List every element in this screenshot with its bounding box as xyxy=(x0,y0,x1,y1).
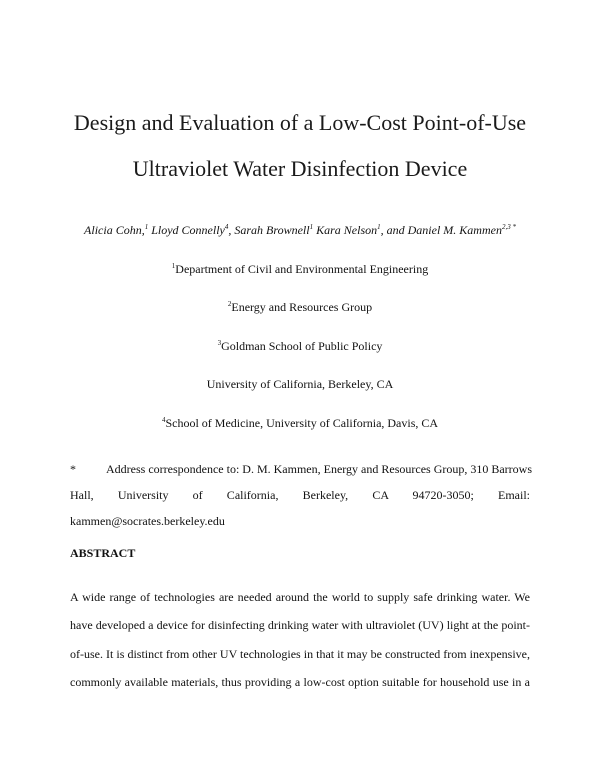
title-line-2: Ultraviolet Water Disinfection Device xyxy=(132,156,468,181)
author-name: Sarah Brownell xyxy=(234,223,310,237)
affiliation xyxy=(0,338,600,354)
correspondence-email: kammen@socrates.berkeley.edu xyxy=(70,514,225,528)
correspondence-line xyxy=(70,456,533,482)
author-affiliation-mark: 1 xyxy=(377,223,381,231)
affiliation-mark: 3 xyxy=(217,339,222,347)
abstract-body xyxy=(70,583,530,697)
correspondence-line: Hall, University of California, Berkeley, CA 94720-3050; Email: xyxy=(70,488,530,502)
author-affiliation-mark: 1 xyxy=(144,223,149,231)
correspondence-text: Address correspondence to: D. M. Kammen, Energy and Resources Group, 310 Barrows xyxy=(106,462,533,476)
affiliation-mark: 4 xyxy=(161,416,166,424)
affiliation xyxy=(0,261,600,277)
author-name: Kara Nelson xyxy=(316,223,378,237)
affiliation xyxy=(0,376,600,392)
affiliation-mark: 1 xyxy=(171,262,176,270)
affiliation-text: Energy and Resources Group xyxy=(231,300,373,314)
author-list xyxy=(0,222,600,238)
affiliation xyxy=(0,415,600,431)
abstract-line: A wide range of technologies are needed around the world to supply safe drinking water. We xyxy=(70,590,530,604)
affiliation-text: Department of Civil and Environmental Engineering xyxy=(175,262,429,276)
affiliation-mark: 2 xyxy=(227,300,232,308)
author-affiliation-mark: 2,3 * xyxy=(501,223,516,231)
correspondence-marker: * xyxy=(70,462,76,476)
author-name: Alicia Cohn, xyxy=(84,223,145,237)
affiliation-text: School of Medicine, University of California, Davis, CA xyxy=(165,416,439,430)
author-affiliation-mark: 1 xyxy=(309,223,314,231)
abstract-line: have developed a device for disinfecting drinking water with ultraviolet (UV) light at the point- xyxy=(70,618,530,633)
affiliation-text: Goldman School of Public Policy xyxy=(221,339,383,353)
author-name: and Daniel M. Kammen xyxy=(386,223,502,237)
correspondence-note xyxy=(70,456,533,534)
affiliation-text: University of California, Berkeley, CA xyxy=(206,377,394,391)
author-name: Lloyd Connelly xyxy=(151,223,225,237)
affiliation xyxy=(0,299,600,315)
author-separator: , xyxy=(380,223,384,237)
abstract-heading: ABSTRACT xyxy=(70,546,136,560)
abstract-line: commonly available materials, thus providing a low-cost option suitable for household use in a xyxy=(70,675,530,690)
abstract-line: of-use. It is distinct from other UV technologies in that it may be constructed from inexpensive, xyxy=(70,646,530,661)
author-separator: , xyxy=(228,223,232,237)
author-affiliation-mark: 4 xyxy=(224,223,229,231)
title-line-1: Design and Evaluation of a Low-Cost Point-of-Use xyxy=(73,110,527,135)
